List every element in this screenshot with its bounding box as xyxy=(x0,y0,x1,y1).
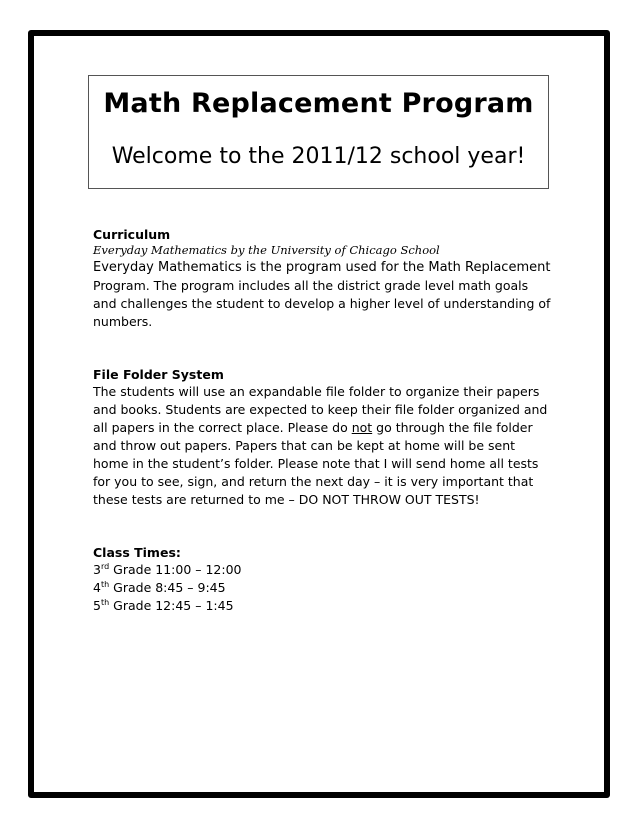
curriculum-lead-line: Everyday Mathematics is the program used for the Math Replacement xyxy=(93,260,551,275)
curriculum-subheading: Everyday Mathematics by the University of Chicago School xyxy=(93,243,440,257)
file-folder-heading: File Folder System xyxy=(93,367,224,382)
curriculum-heading: Curriculum xyxy=(93,227,171,242)
file-folder-text-before: The students will use an expandable file folder to organize their papers and books. Students are expected to keep their file folder organized and all papers in the correct place. Please do xyxy=(93,384,548,435)
file-folder-underlined: not xyxy=(351,420,373,435)
curriculum-body: Program. The program includes all the district grade level math goals and challenges the student to develop a higher level of understanding of numbers. xyxy=(93,278,551,329)
title-box xyxy=(88,75,549,189)
class-times-heading: Class Times: xyxy=(93,545,181,560)
class-time-row: 5th Grade 12:45 – 1:45 xyxy=(93,597,234,613)
class-times-section xyxy=(93,545,553,615)
page-subtitle: Welcome to the 2011/12 school year! xyxy=(111,144,526,169)
document-body xyxy=(93,227,553,615)
page-title: Math Replacement Program xyxy=(103,88,534,119)
curriculum-section xyxy=(93,227,553,331)
class-time-row: 4th Grade 8:45 – 9:45 xyxy=(93,579,226,595)
file-folder-section xyxy=(93,367,553,509)
file-folder-text-after: go through the file folder and throw out papers. Papers that can be kept at home will be sent home in the student’s folder. Please note that I will send home all tests for you to see, sign, and return the next day – it is very important that these tests are returned to me – DO NOT THROW OUT TESTS! xyxy=(93,420,539,507)
class-time-row: 3rd Grade 11:00 – 12:00 xyxy=(93,561,242,577)
file-folder-body xyxy=(93,383,553,509)
